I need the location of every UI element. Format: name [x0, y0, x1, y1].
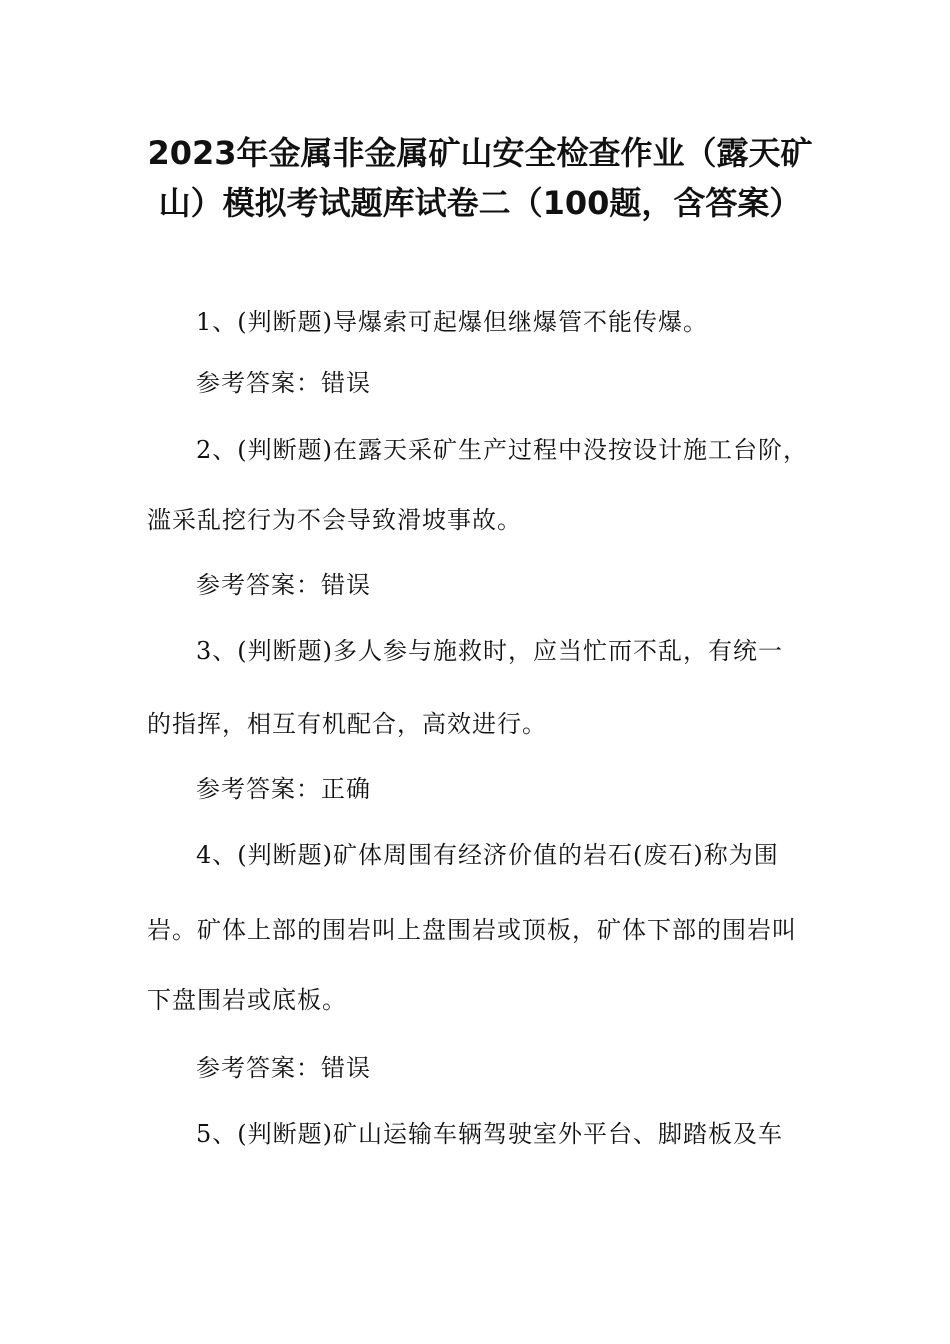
- question-2-answer: 参考答案：错误: [196, 571, 371, 599]
- question-2-text: 2、(判断题)在露天采矿生产过程中没按设计施工台阶，: [196, 436, 808, 464]
- question-1-answer: 参考答案：错误: [196, 369, 371, 397]
- question-4-answer: 参考答案：错误: [196, 1054, 371, 1082]
- question-3-answer: 参考答案：正确: [196, 775, 371, 803]
- question-5-text: 5、(判断题)矿山运输车辆驾驶室外平台、脚踏板及车: [196, 1120, 783, 1148]
- question-2-text-cont: 滥采乱挖行为不会导致滑坡事故。: [147, 506, 522, 534]
- question-1-text: 1、(判断题)导爆索可起爆但继爆管不能传爆。: [196, 308, 708, 336]
- title-line-1: 2023年金属非金属矿山安全检查作业（露天矿: [147, 134, 813, 172]
- question-4-text-cont-2: 下盘围岩或底板。: [147, 986, 347, 1014]
- question-3-text: 3、(判断题)多人参与施救时，应当忙而不乱，有统一: [196, 637, 783, 665]
- question-3-text-cont: 的指挥，相互有机配合，高效进行。: [147, 710, 547, 738]
- question-4-text-cont-1: 岩。矿体上部的围岩叫上盘围岩或顶板，矿体下部的围岩叫: [147, 916, 797, 944]
- question-4-text: 4、(判断题)矿体周围有经济价值的岩石(废石)称为围: [196, 841, 779, 869]
- document-title: [100, 128, 860, 228]
- title-line-2: 山）模拟考试题库试卷二（100题，含答案）: [158, 184, 802, 222]
